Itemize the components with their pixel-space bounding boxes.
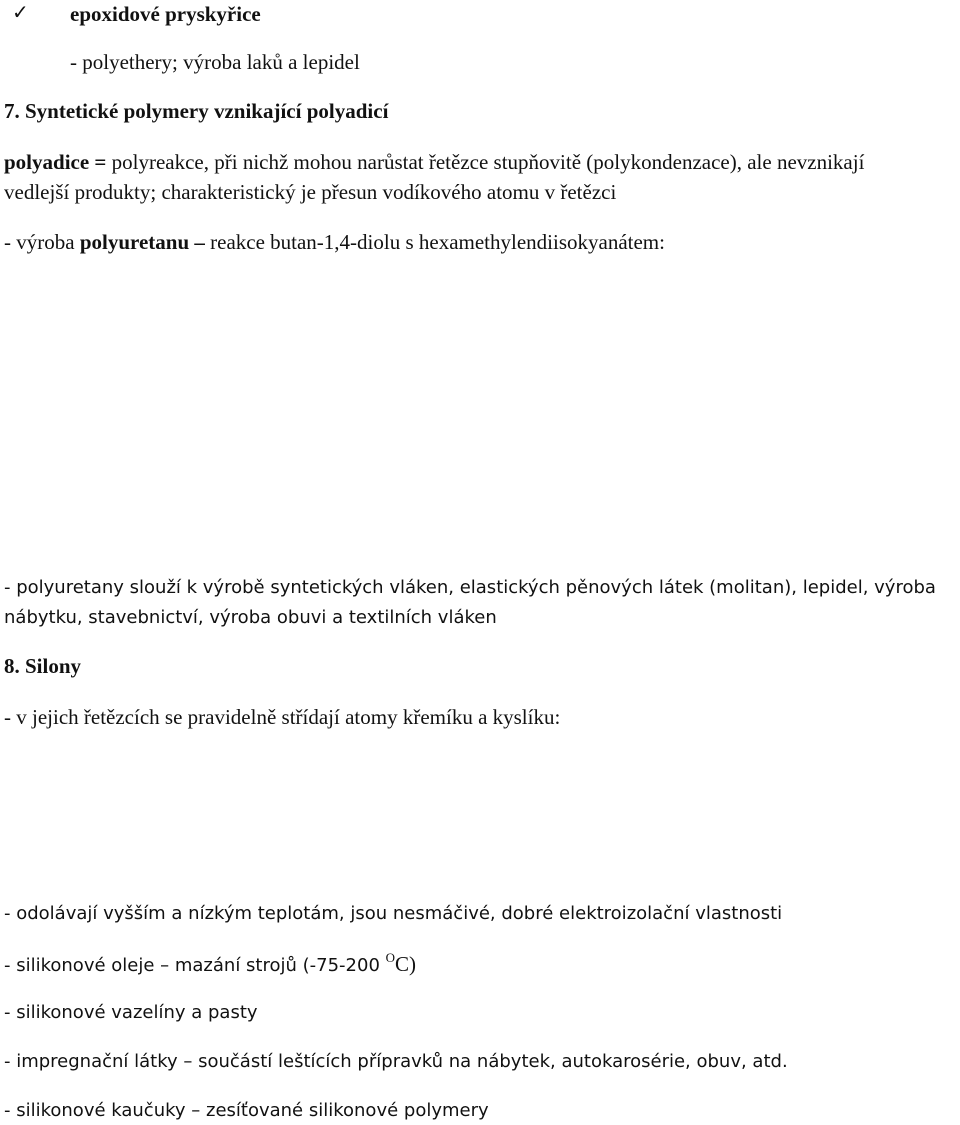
- polyadice-definition-line-2: vedlejší produkty; charakteristický je přesun vodíkového atomu v řetězci: [4, 180, 617, 204]
- epoxy-description: - polyethery; výroba laků a lepidel: [70, 50, 360, 74]
- silicone-oils-line: [4, 952, 416, 978]
- impregnation-line: - impregnační látky – součástí leštících přípravků na nábytek, autokarosérie, obuv, atd.: [4, 1051, 788, 1072]
- celsius-unit: C): [395, 952, 417, 976]
- degree-superscript: O: [385, 950, 396, 965]
- silony-intro: - v jejich řetězcích se pravidelně střídají atomy křemíku a kyslíku:: [4, 705, 561, 729]
- silony-properties: - odolávají vyšším a nízkým teplotám, jsou nesmáčivé, dobré elektroizolační vlastnosti: [4, 903, 783, 924]
- polyurethane-prefix: - výroba: [4, 230, 80, 254]
- polyurethane-uses-line-1: - polyuretany slouží k výrobě syntetických vláken, elastických pěnových látek (molitan), lepidel, výroba: [4, 577, 936, 598]
- polyurethane-uses-line-2: nábytku, stavebnictví, výroba obuvi a textilních vláken: [4, 607, 497, 628]
- polyadice-definition-line-1: [4, 150, 864, 174]
- polyurethane-dash: –: [189, 230, 211, 254]
- silicone-vaseline-line: - silikonové vazelíny a pasty: [4, 1002, 258, 1023]
- bullet-heading: epoxidové pryskyřice: [70, 2, 261, 26]
- polyadice-definition-text: polyreakce, při nichž mohou narůstat řetězce stupňovitě (polykondenzace), ale nevznikají: [106, 150, 865, 174]
- polyurethane-line: [4, 230, 665, 254]
- silicone-rubbers-line: - silikonové kaučuky – zesíťované silikonové polymery: [4, 1100, 489, 1121]
- polyurethane-reaction-text: reakce butan-1,4-diolu s hexamethylendiisokyanátem:: [210, 230, 665, 254]
- polyurethane-term: polyuretanu: [79, 230, 190, 254]
- section-7-title: 7. Syntetické polymery vznikající polyadicí: [4, 99, 389, 123]
- checkmark-icon: ✓: [12, 0, 29, 24]
- section-8-title: 8. Silony: [4, 654, 82, 678]
- silicone-oils-text: - silikonové oleje – mazání strojů (-75-200: [4, 955, 386, 976]
- polyadice-term: polyadice =: [4, 150, 107, 174]
